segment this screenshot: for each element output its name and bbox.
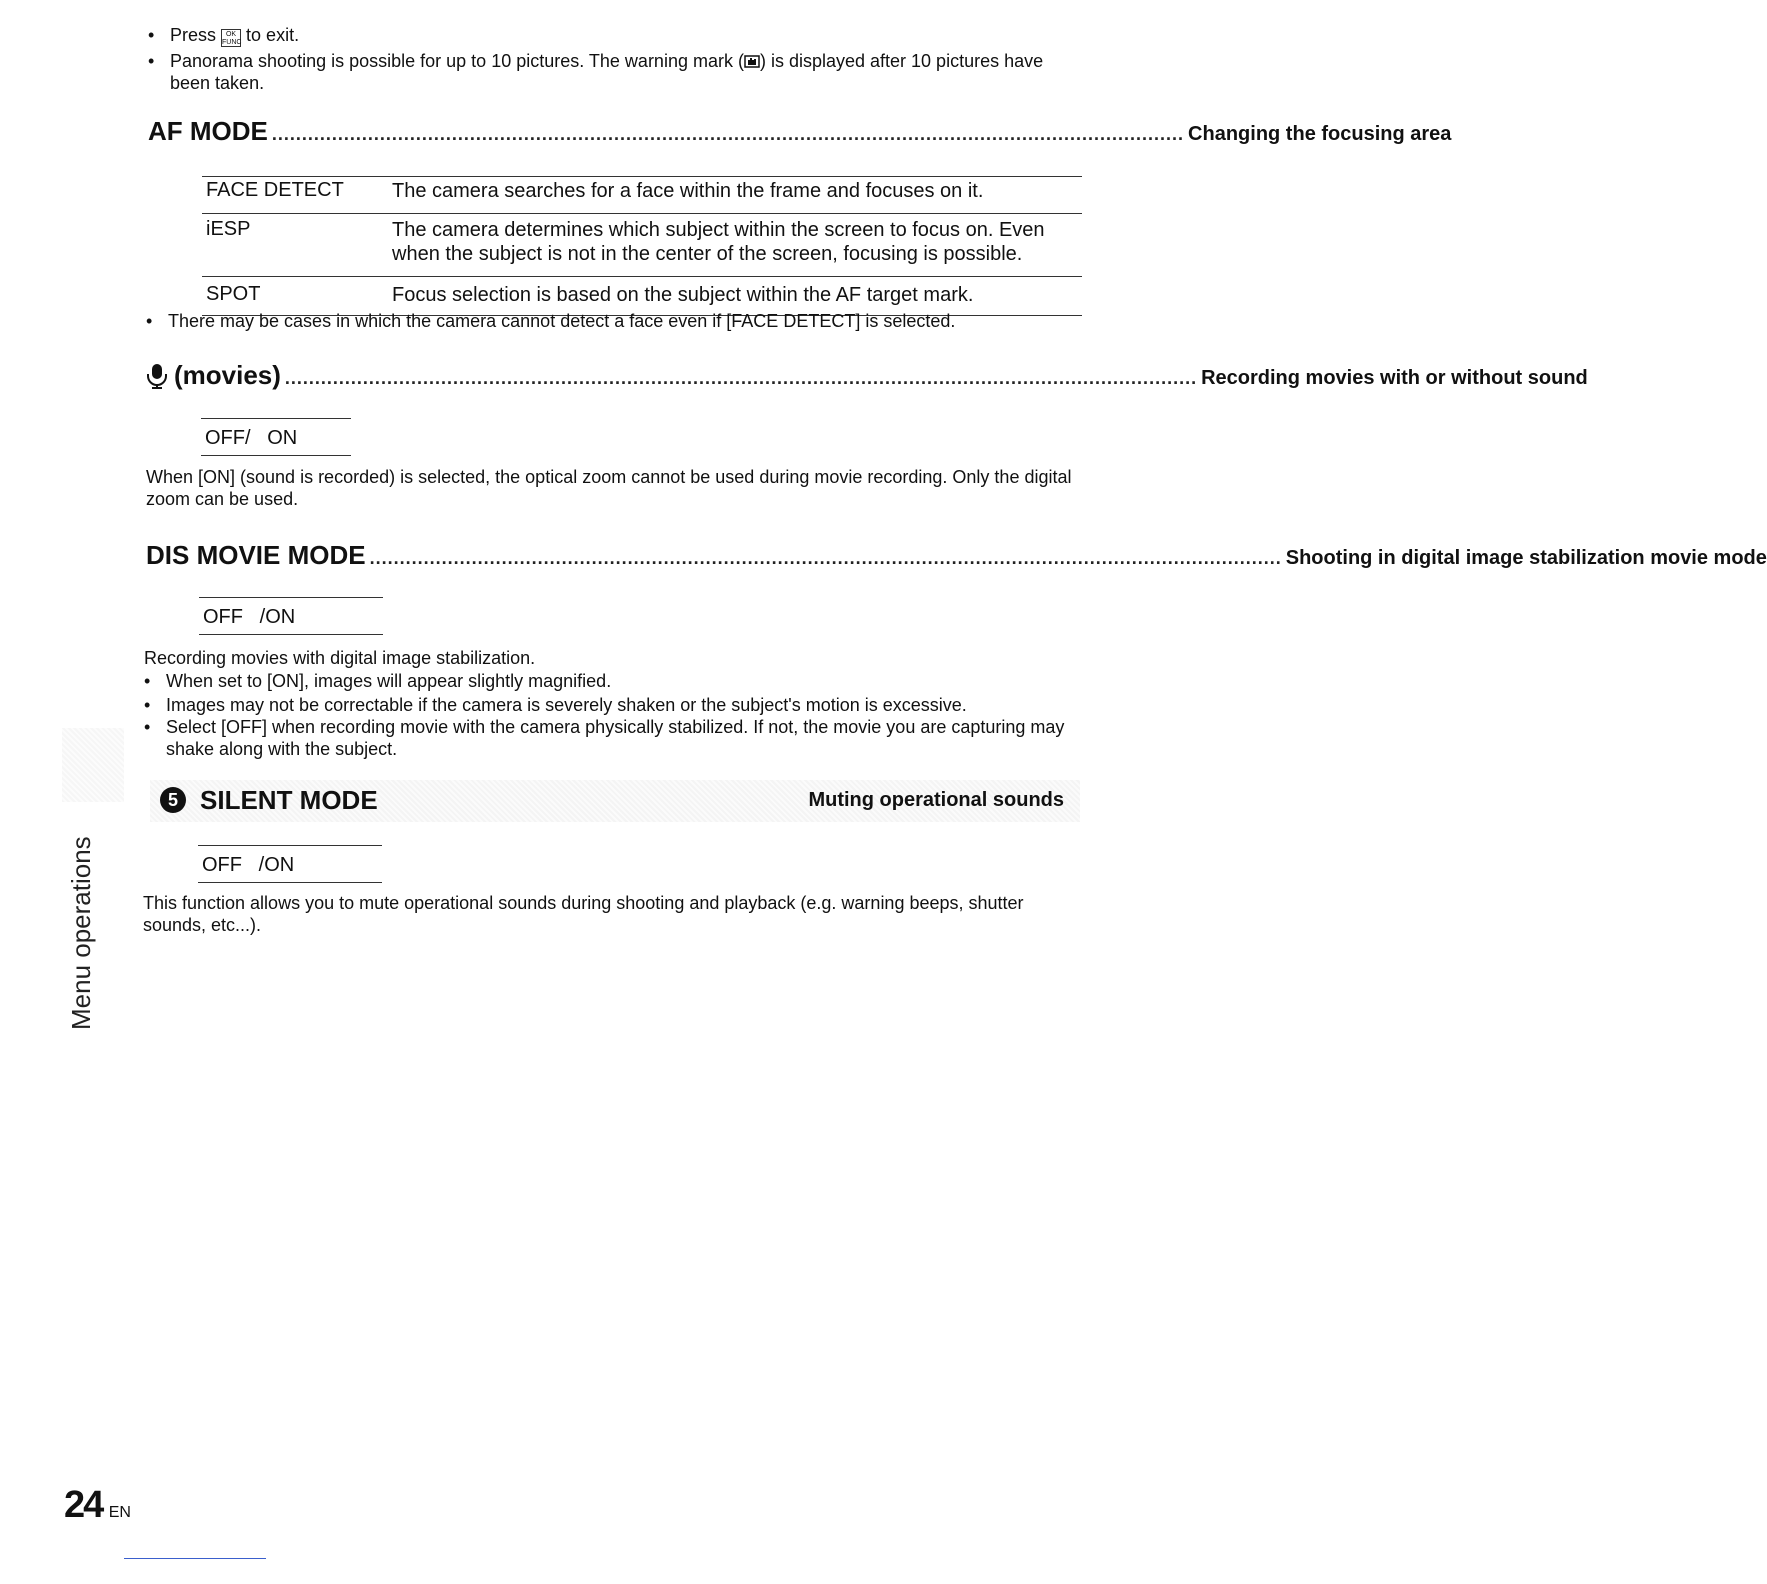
dis-movie-bullet <box>144 694 1084 716</box>
dis-movie-bullet <box>144 670 1084 692</box>
bullet-dot: • <box>148 51 155 71</box>
bullet-text: When set to [ON], images will appear slightly magnified. <box>166 671 612 691</box>
intro-bullet-text <box>170 50 1088 94</box>
leader-dots: ........................................................................................................................................................ <box>271 124 1185 144</box>
page-number <box>64 1484 131 1527</box>
movies-subtitle: Recording movies with or without sound <box>1201 367 1588 389</box>
page-language: EN <box>108 1504 131 1521</box>
ok-func-key-icon: OK FUNC <box>222 31 242 46</box>
af-mode-heading <box>148 116 1452 147</box>
page-number-value: 24 <box>64 1484 103 1526</box>
option-desc: The camera determines which subject within the screen to focus on. Even when the subject is not in the center of the screen, focusing is possible. <box>392 219 1045 265</box>
dis-movie-bullet <box>144 716 1084 760</box>
bullet-text: Select [OFF] when recording movie with the camera physically stabilized. If not, the movie you are capturing may shake along with the subject. <box>166 717 1065 759</box>
footer-rule <box>124 1558 266 1559</box>
af-mode-title: AF MODE <box>148 116 268 146</box>
movies-heading <box>146 360 1588 391</box>
leader-dots: ........................................................................................................................................................ <box>369 548 1282 568</box>
dis-movie-heading <box>146 540 1767 571</box>
af-mode-note <box>146 310 1086 332</box>
table-row <box>202 176 1082 213</box>
number-5-icon: 5 <box>160 787 186 813</box>
bullet-text: Images may not be correctable if the camera is severely shaken or the subject's motion is excessive. <box>166 695 967 715</box>
dis-movie-description: Recording movies with digital image stabilization. <box>144 648 536 668</box>
silent-mode-title: SILENT MODE <box>200 784 378 815</box>
sidebar-label: Menu operations <box>66 836 96 1030</box>
dis-movie-subtitle: Shooting in digital image stabilization movie mode <box>1285 547 1767 569</box>
table-row <box>202 213 1082 276</box>
movies-options <box>201 418 351 456</box>
intro-bullet-exit <box>148 24 1088 47</box>
af-mode-table <box>202 176 1082 316</box>
movies-description: When [ON] (sound is recorded) is selected, the optical zoom cannot be used during movie recording. Only the digital zoom can be used. <box>146 467 1072 509</box>
silent-mode-heading <box>160 782 1064 818</box>
silent-mode-options <box>198 845 382 883</box>
shake-warning-icon <box>744 54 760 69</box>
intro-bullet-panorama <box>148 50 1088 94</box>
bullet-dot: • <box>144 671 151 691</box>
microphone-icon <box>146 363 168 389</box>
bullet-dot: • <box>146 311 153 331</box>
option-name: FACE DETECT <box>206 179 344 201</box>
note-text: There may be cases in which the camera cannot detect a face even if [FACE DETECT] is selected. <box>168 311 956 331</box>
af-mode-subtitle: Changing the focusing area <box>1188 123 1452 145</box>
panorama-text-start: Panorama shooting is possible for up to 10 pictures. The warning mark ( <box>170 51 744 71</box>
exit-label: to exit. <box>246 25 300 45</box>
panorama-text-end: ) is displayed after 10 pictures have been taken. <box>170 51 1044 93</box>
options-text: OFF/ ON <box>205 427 298 449</box>
movies-title: (movies) <box>174 360 281 390</box>
intro-bullet-text <box>170 24 1088 47</box>
option-name: SPOT <box>206 283 261 305</box>
option-desc: The camera searches for a face within the frame and focuses on it. <box>392 180 984 202</box>
leader-dots: ........................................................................................................................................................ <box>284 368 1198 388</box>
bullet-dot: • <box>144 717 151 737</box>
options-text: OFF /ON <box>203 606 296 628</box>
option-name: iESP <box>206 218 251 240</box>
bullet-dot: • <box>148 25 155 45</box>
bullet-dot: • <box>144 695 151 715</box>
option-desc: Focus selection is based on the subject within the AF target mark. <box>392 284 974 306</box>
press-label: Press <box>170 25 217 45</box>
dis-movie-title: DIS MOVIE MODE <box>146 540 366 570</box>
silent-mode-subtitle: Muting operational sounds <box>808 788 1064 811</box>
dis-movie-options <box>199 597 383 635</box>
options-text: OFF /ON <box>202 854 295 876</box>
silent-mode-description: This function allows you to mute operational sounds during shooting and playback (e.g. warning beeps, shutter sounds, etc...). <box>143 893 1024 935</box>
